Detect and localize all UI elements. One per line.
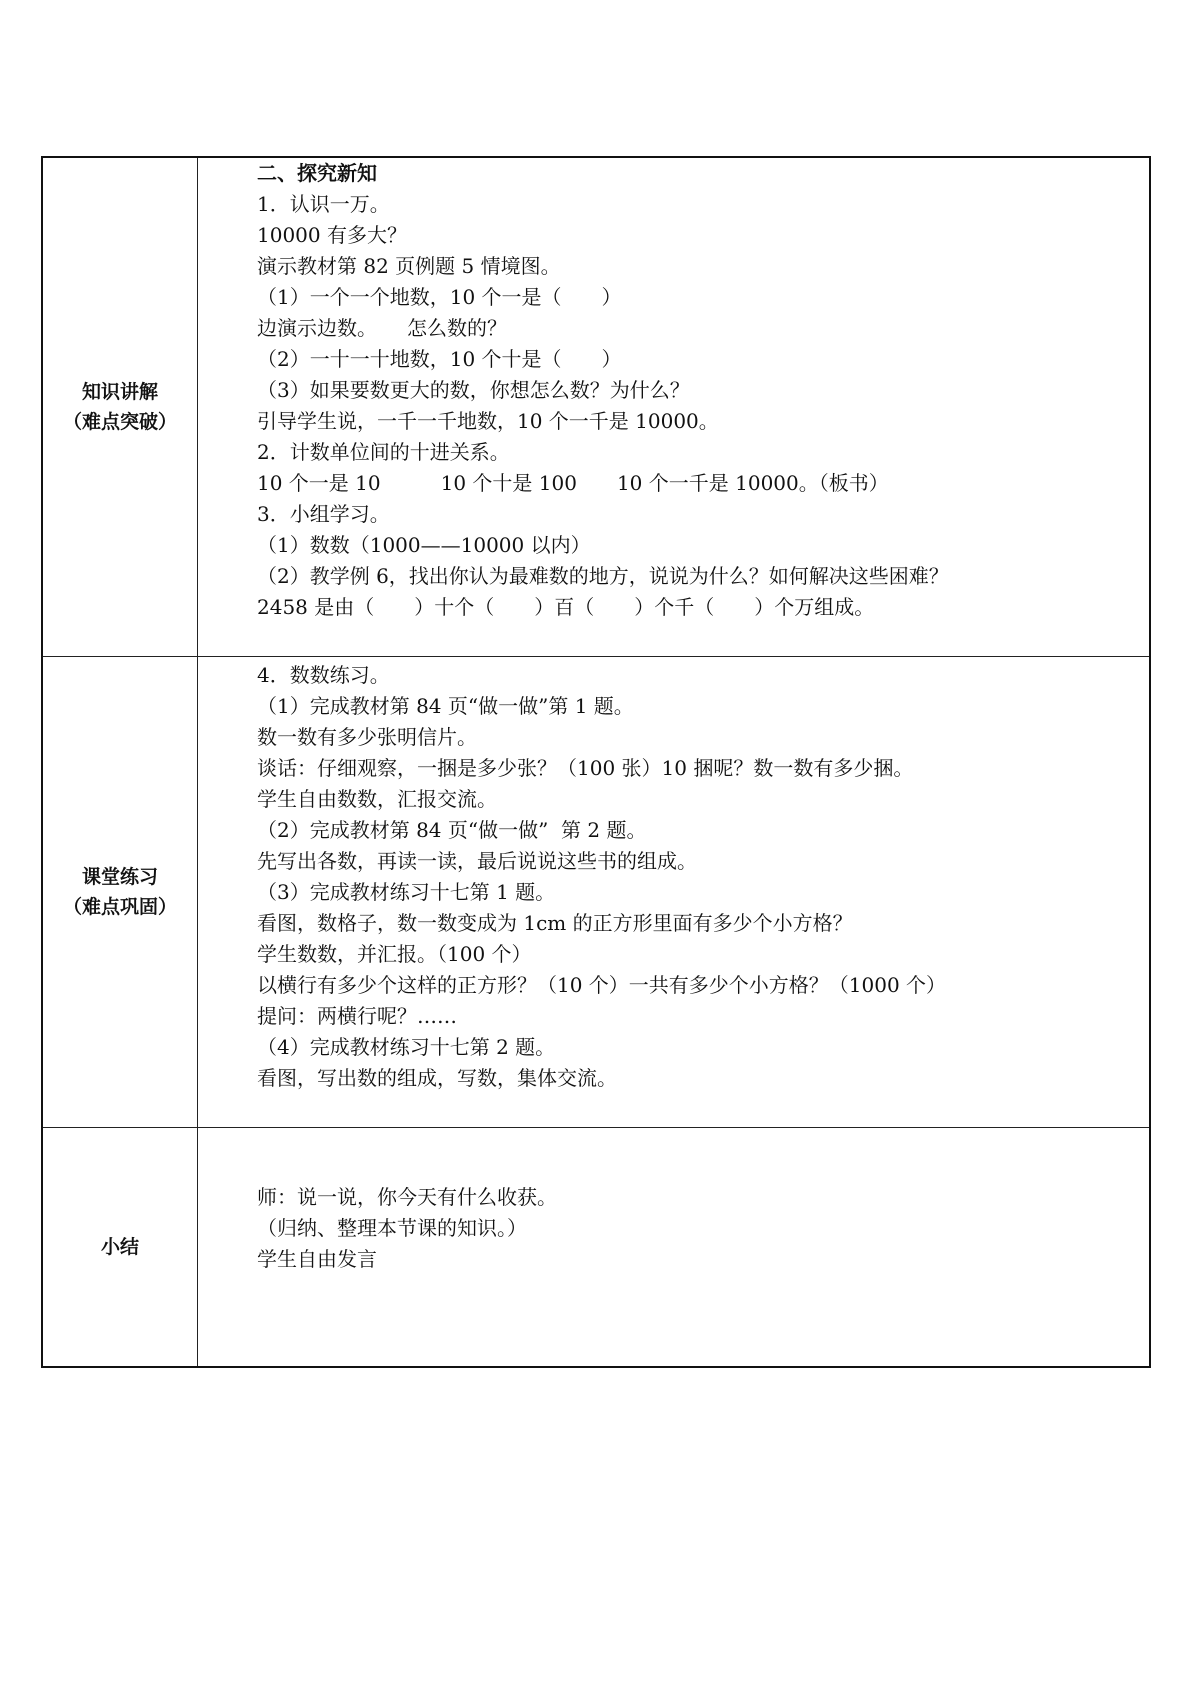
content-line: （4）完成教材练习十七第 2 题。 xyxy=(257,1035,556,1059)
content-line: 边演示边数。 怎么数的？ xyxy=(257,316,507,340)
row-label: 小结 xyxy=(100,1236,139,1258)
content-line: 师：说一说，你今天有什么收获。 xyxy=(257,1185,557,1209)
content-line: （1）数数（1000——10000 以内） xyxy=(257,533,591,557)
content-line: （1）完成教材第 84 页“做一做”第 1 题。 xyxy=(257,694,634,718)
content-lines xyxy=(257,158,1149,623)
content-line: 数一数有多少张明信片。 xyxy=(257,725,477,749)
row-label-cell xyxy=(42,657,198,1128)
row-content-cell xyxy=(198,1128,1151,1368)
content-line: 看图，数格子，数一数变成为 1cm 的正方形里面有多少个小方格？ xyxy=(257,911,853,935)
content-line: （2）教学例 6，找出你认为最难数的地方，说说为什么？如何解决这些困难？ xyxy=(257,564,949,588)
row-sub-label: （难点巩固） xyxy=(62,896,177,918)
content-lines xyxy=(257,657,1149,1094)
row-label: 课堂练习 xyxy=(81,866,158,888)
row-label-cell xyxy=(42,157,198,657)
content-line: 10000 有多大？ xyxy=(257,223,407,247)
content-line: 引导学生说，一千一千地数，10 个一千是 10000。 xyxy=(257,409,719,433)
content-line: 以横行有多少个这样的正方形？（10 个）一共有多少个小方格？（1000 个） xyxy=(257,973,947,997)
content-lines xyxy=(257,1128,1149,1275)
content-line: （3）完成教材练习十七第 1 题。 xyxy=(257,880,556,904)
content-line: 学生数数，并汇报。（100 个） xyxy=(257,942,532,966)
content-line: 先写出各数，再读一读，最后说说这些书的组成。 xyxy=(257,849,697,873)
section-heading: 二、探究新知 xyxy=(257,161,377,185)
content-line: 2458 是由（ ）十个（ ）百（ ）个千（ ）个万组成。 xyxy=(257,595,875,619)
content-line: 看图，写出数的组成，写数，集体交流。 xyxy=(257,1066,617,1090)
content-line: 1．认识一万。 xyxy=(257,192,390,216)
content-line: 2．计数单位间的十进关系。 xyxy=(257,440,510,464)
content-line: （1）一个一个地数，10 个一是（ ） xyxy=(257,285,622,309)
row-content-cell xyxy=(198,657,1151,1128)
content-line: （2）一十一十地数，10 个十是（ ） xyxy=(257,347,622,371)
row-label: 知识讲解 xyxy=(81,381,158,403)
lesson-plan-table xyxy=(41,156,1151,1368)
content-line: 3．小组学习。 xyxy=(257,502,390,526)
content-line: （2）完成教材第 84 页“做一做” 第 2 题。 xyxy=(257,818,647,842)
content-line: 演示教材第 82 页例题 5 情境图。 xyxy=(257,254,561,278)
content-line: 提问：两横行呢？…… xyxy=(257,1004,457,1028)
content-line: （归纳、整理本节课的知识。） xyxy=(257,1216,527,1240)
table-row-practice xyxy=(42,657,1150,1128)
content-line: 谈话：仔细观察，一捆是多少张？（100 张）10 捆呢？数一数有多少捆。 xyxy=(257,756,914,780)
content-line: 4．数数练习。 xyxy=(257,663,390,687)
content-line: 学生自由数数，汇报交流。 xyxy=(257,787,497,811)
table-row-summary xyxy=(42,1128,1150,1368)
row-sub-label: （难点突破） xyxy=(62,411,177,433)
content-line: （3）如果要数更大的数，你想怎么数？为什么？ xyxy=(257,378,690,402)
row-content-cell xyxy=(198,157,1151,657)
content-line: 学生自由发言 xyxy=(257,1247,377,1271)
content-line: 10 个一是 10 10 个十是 100 10 个一千是 10000。（板书） xyxy=(257,471,889,495)
row-label-cell xyxy=(42,1128,198,1368)
table-row-knowledge xyxy=(42,157,1150,657)
